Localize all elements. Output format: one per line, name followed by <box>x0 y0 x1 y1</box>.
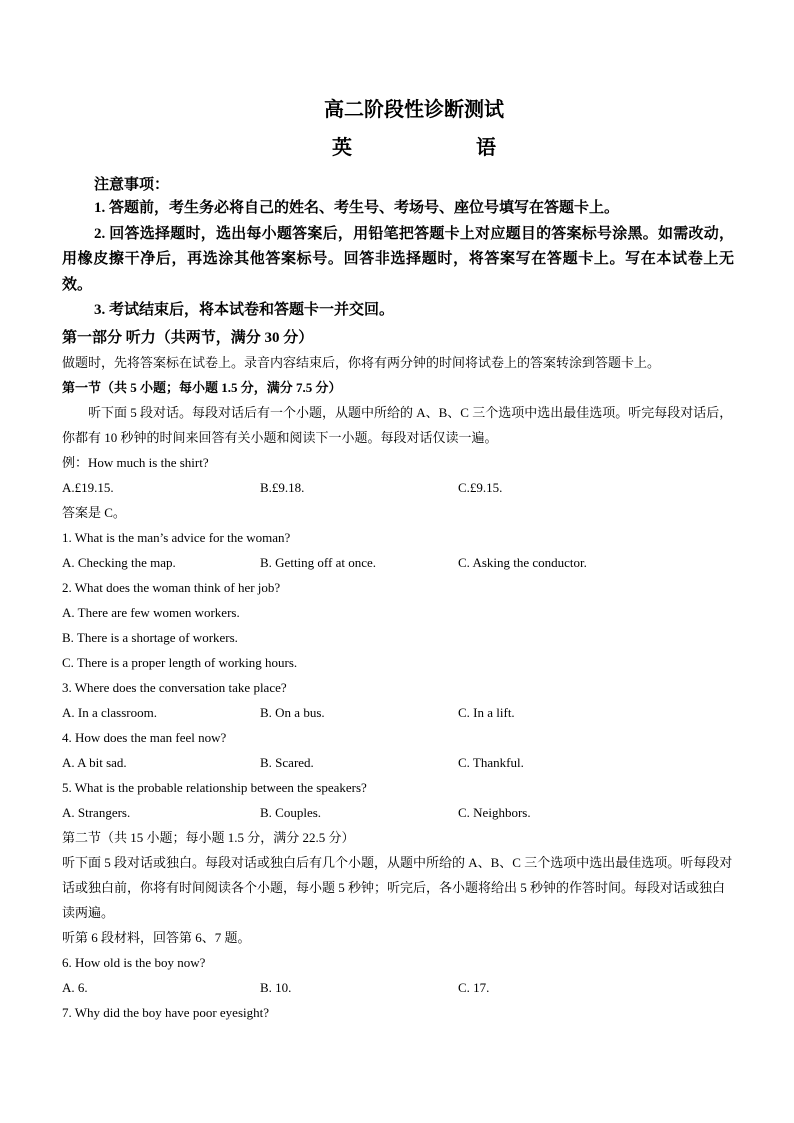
question-3-option-c: C. In a lift. <box>458 704 515 720</box>
question-6-option-a: A. 6. <box>62 979 88 995</box>
section2-heading: 第二节（共 15 小题；每小题 1.5 分，满分 22.5 分） <box>62 829 355 845</box>
notice-item-1: 1. 答题前，考生务必将自己的姓名、考生号、考场号、座位号填写在答题卡上。 <box>94 200 620 216</box>
question-5-option-c: C. Neighbors. <box>458 804 531 820</box>
subject-char-left: 英 <box>332 137 352 159</box>
exam-title: 高二阶段性诊断测试 <box>324 99 504 121</box>
section1-instruction: 听下面 5 段对话。每段对话后有一个小题，从题中所给的 A、B、C 三个选项中选出最佳选项。听完每段对话后，你都有 10 秒钟的时间来回答有关小题和阅读下一小题。每段对话仅读一遍。 <box>62 404 733 445</box>
question-6: 6. How old is the boy now? <box>62 954 206 970</box>
question-7: 7. Why did the boy have poor eyesight? <box>62 1004 269 1020</box>
example-option-a: A.£19.15. <box>62 479 114 495</box>
material-6-note: 听第 6 段材料，回答第 6、7 题。 <box>62 929 251 945</box>
example-option-b: B.£9.18. <box>260 479 305 495</box>
example-question: 例：How much is the shirt? <box>62 454 209 470</box>
example-option-c: C.£9.15. <box>458 479 503 495</box>
subject-title <box>62 134 734 162</box>
question-5: 5. What is the probable relationship between the speakers? <box>62 779 367 795</box>
question-4-option-c: C. Thankful. <box>458 754 524 770</box>
notice-heading: 注意事项： <box>94 177 170 193</box>
question-5-options <box>62 800 734 825</box>
example-options <box>62 475 734 500</box>
section2-instruction: 听下面 5 段对话或独白。每段对话或独白后有几个小题，从题中所给的 A、B、C 三个选项中选出最佳选项。听每段对话或独白前，你将有时间阅读各个小题，每小题 5 秒钟；听完后，各小题将给出 5 秒钟的作答时间。每段对话或独白读两遍。 <box>62 854 733 920</box>
notice-item-3: 3. 考试结束后，将本试卷和答题卡一并交回。 <box>94 302 395 318</box>
question-2-option-b: B. There is a shortage of workers. <box>62 629 238 645</box>
question-3-options <box>62 700 734 725</box>
question-1-options <box>62 550 734 575</box>
part1-instruction: 做题时，先将答案标在试卷上。录音内容结束后，你将有两分钟的时间将试卷上的答案转涂到答题卡上。 <box>62 354 661 370</box>
question-1-option-b: B. Getting off at once. <box>260 554 377 570</box>
question-4-options <box>62 750 734 775</box>
question-3: 3. Where does the conversation take place? <box>62 679 287 695</box>
question-5-option-b: B. Couples. <box>260 804 322 820</box>
notice-item-2: 2. 回答选择题时，选出每小题答案后，用铅笔把答题卡上对应题目的答案标号涂黑。如需改动，用橡皮擦干净后，再选涂其他答案标号。回答非选择题时，将答案写在答题卡上。写在本试卷上无效。 <box>62 225 734 293</box>
exam-page <box>62 96 734 1025</box>
question-4-option-b: B. Scared. <box>260 754 314 770</box>
question-6-option-c: C. 17. <box>458 979 490 995</box>
example-answer: 答案是 C。 <box>62 504 126 520</box>
question-2: 2. What does the woman think of her job? <box>62 579 281 595</box>
part1-heading: 第一部分 听力（共两节，满分 30 分） <box>62 329 314 346</box>
question-3-option-a: A. In a classroom. <box>62 704 157 720</box>
subject-char-right: 语 <box>476 137 496 159</box>
question-1: 1. What is the man’s advice for the woman? <box>62 529 291 545</box>
question-1-option-a: A. Checking the map. <box>62 554 176 570</box>
question-2-option-a: A. There are few women workers. <box>62 604 240 620</box>
question-6-options <box>62 975 734 1000</box>
question-6-option-b: B. 10. <box>260 979 292 995</box>
question-5-option-a: A. Strangers. <box>62 804 131 820</box>
question-3-option-b: B. On a bus. <box>260 704 325 720</box>
question-2-option-c: C. There is a proper length of working hours. <box>62 654 298 670</box>
question-1-option-c: C. Asking the conductor. <box>458 554 587 570</box>
question-4: 4. How does the man feel now? <box>62 729 227 745</box>
question-4-option-a: A. A bit sad. <box>62 754 127 770</box>
section1-heading: 第一节（共 5 小题；每小题 1.5 分，满分 7.5 分） <box>62 379 342 395</box>
